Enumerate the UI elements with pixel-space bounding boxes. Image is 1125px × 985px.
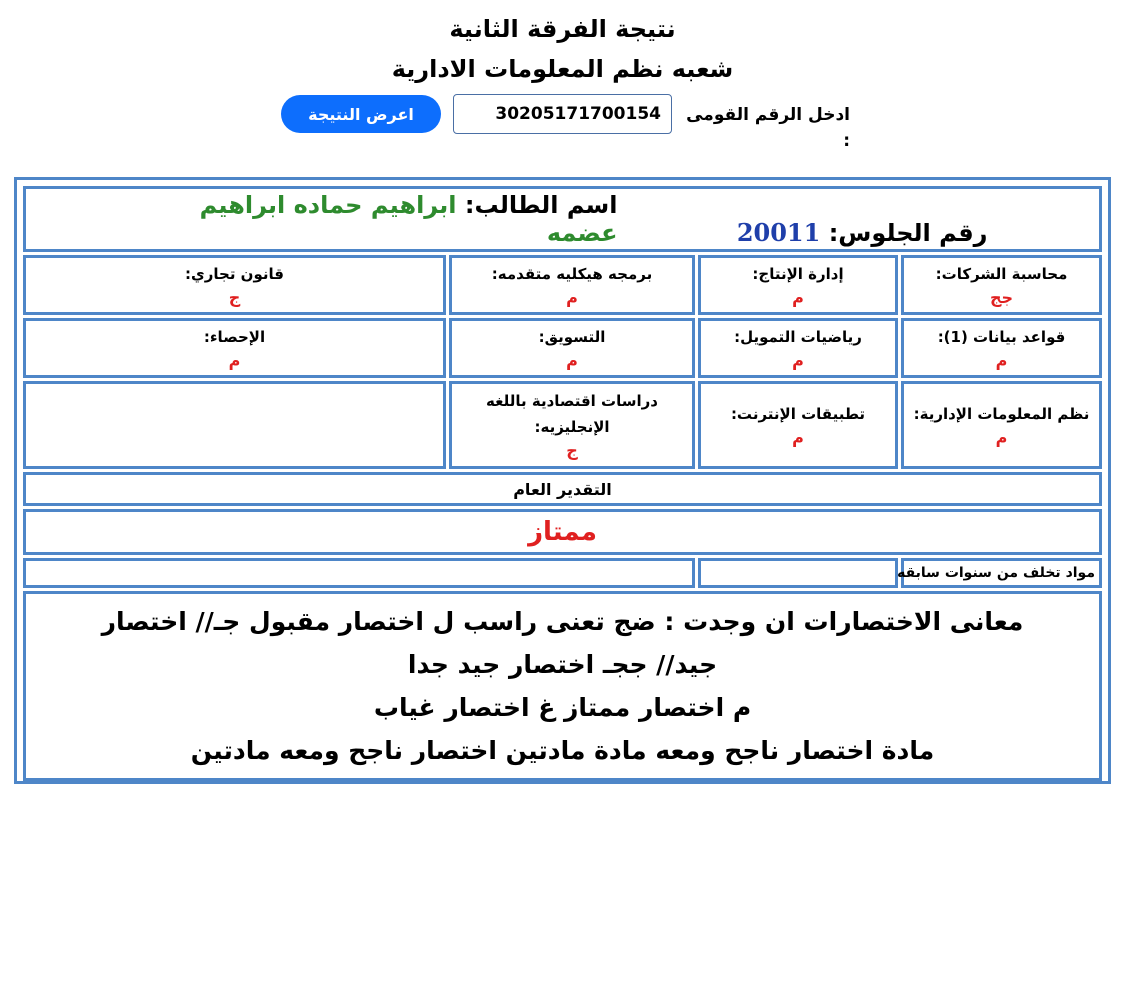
subject-grade: م [566,288,578,307]
previous-years-label: مواد تخلف من سنوات سابقه [901,558,1102,588]
subject-name: محاسبة الشركات: [935,265,1068,283]
subject-grade: جج [989,288,1014,307]
subject-name: قواعد بيانات (1): [937,328,1066,346]
subject-cell [23,255,446,315]
subject-name: إدارة الإنتاج: [752,265,844,283]
previous-years-value [698,558,898,588]
subject-grade: ج [566,441,578,460]
subject-name: دراسات اقتصادية باللغه الإنجليزيه: [486,392,658,436]
student-name-label: اسم الطالب: [464,191,618,219]
national-id-label: ادخل الرقم القومى : [686,105,850,151]
subject-cell [901,318,1102,378]
subject-name: برمجه هيكليه متقدمه: [491,265,653,283]
subject-name: الإحصاء: [203,328,266,346]
subject-cell [449,318,695,378]
result-table [14,177,1111,784]
subject-grade: م [792,428,804,447]
legend-line: معانى الاختصارات ان وجدت : ضج تعنى راسب ل اختصار مقبول جـ// اختصار [101,607,1024,636]
subject-cell [23,318,446,378]
empty-cell [23,381,446,469]
subject-cell [449,255,695,315]
student-header [23,186,1102,252]
subject-name: رياضيات التمويل: [734,328,862,346]
subject-name: التسويق: [538,328,606,346]
subject-cell [449,381,695,469]
subject-grade: م [566,351,578,370]
subject-grade: م [792,288,804,307]
subject-grade: م [792,351,804,370]
subject-name: نظم المعلومات الإدارية: [913,405,1090,423]
subject-cell [901,381,1102,469]
search-row [0,94,1125,151]
legend-line: مادة اختصار ناجح ومعه مادة مادتين اختصار ناجح ومعه مادتين [190,736,935,765]
subject-cell [901,255,1102,315]
subject-cell [698,318,898,378]
previous-years-extra [23,558,695,588]
subject-cell [698,381,898,469]
page-title: نتيجة الفرقة الثانية [449,15,676,43]
abbreviations-legend [23,591,1102,781]
subject-name: تطبيقات الإنترنت: [730,405,866,423]
subject-name: قانون تجاري: [185,265,284,283]
show-result-button[interactable]: اعرض النتيجة [281,95,441,133]
national-id-input[interactable] [453,94,672,134]
subject-grade: م [228,351,241,370]
subject-grade: ج [228,288,241,307]
seat-number: 20011 [736,218,821,247]
general-grade-label: التقدير العام [23,472,1102,506]
general-grade-value: ممتاز [23,509,1102,555]
legend-line: جيد// ججـ اختصار جيد جدا [407,650,718,679]
subject-grade: م [995,351,1008,370]
seat-label: رقم الجلوس: [828,219,988,247]
student-name: ابراهيم حماده ابراهيم عضمه [199,191,618,247]
subject-cell [698,255,898,315]
subject-grade: م [995,428,1008,447]
page-subtitle: شعبه نظم المعلومات الادارية [391,55,734,83]
legend-line: م اختصار ممتاز غ اختصار غياب [373,693,752,722]
